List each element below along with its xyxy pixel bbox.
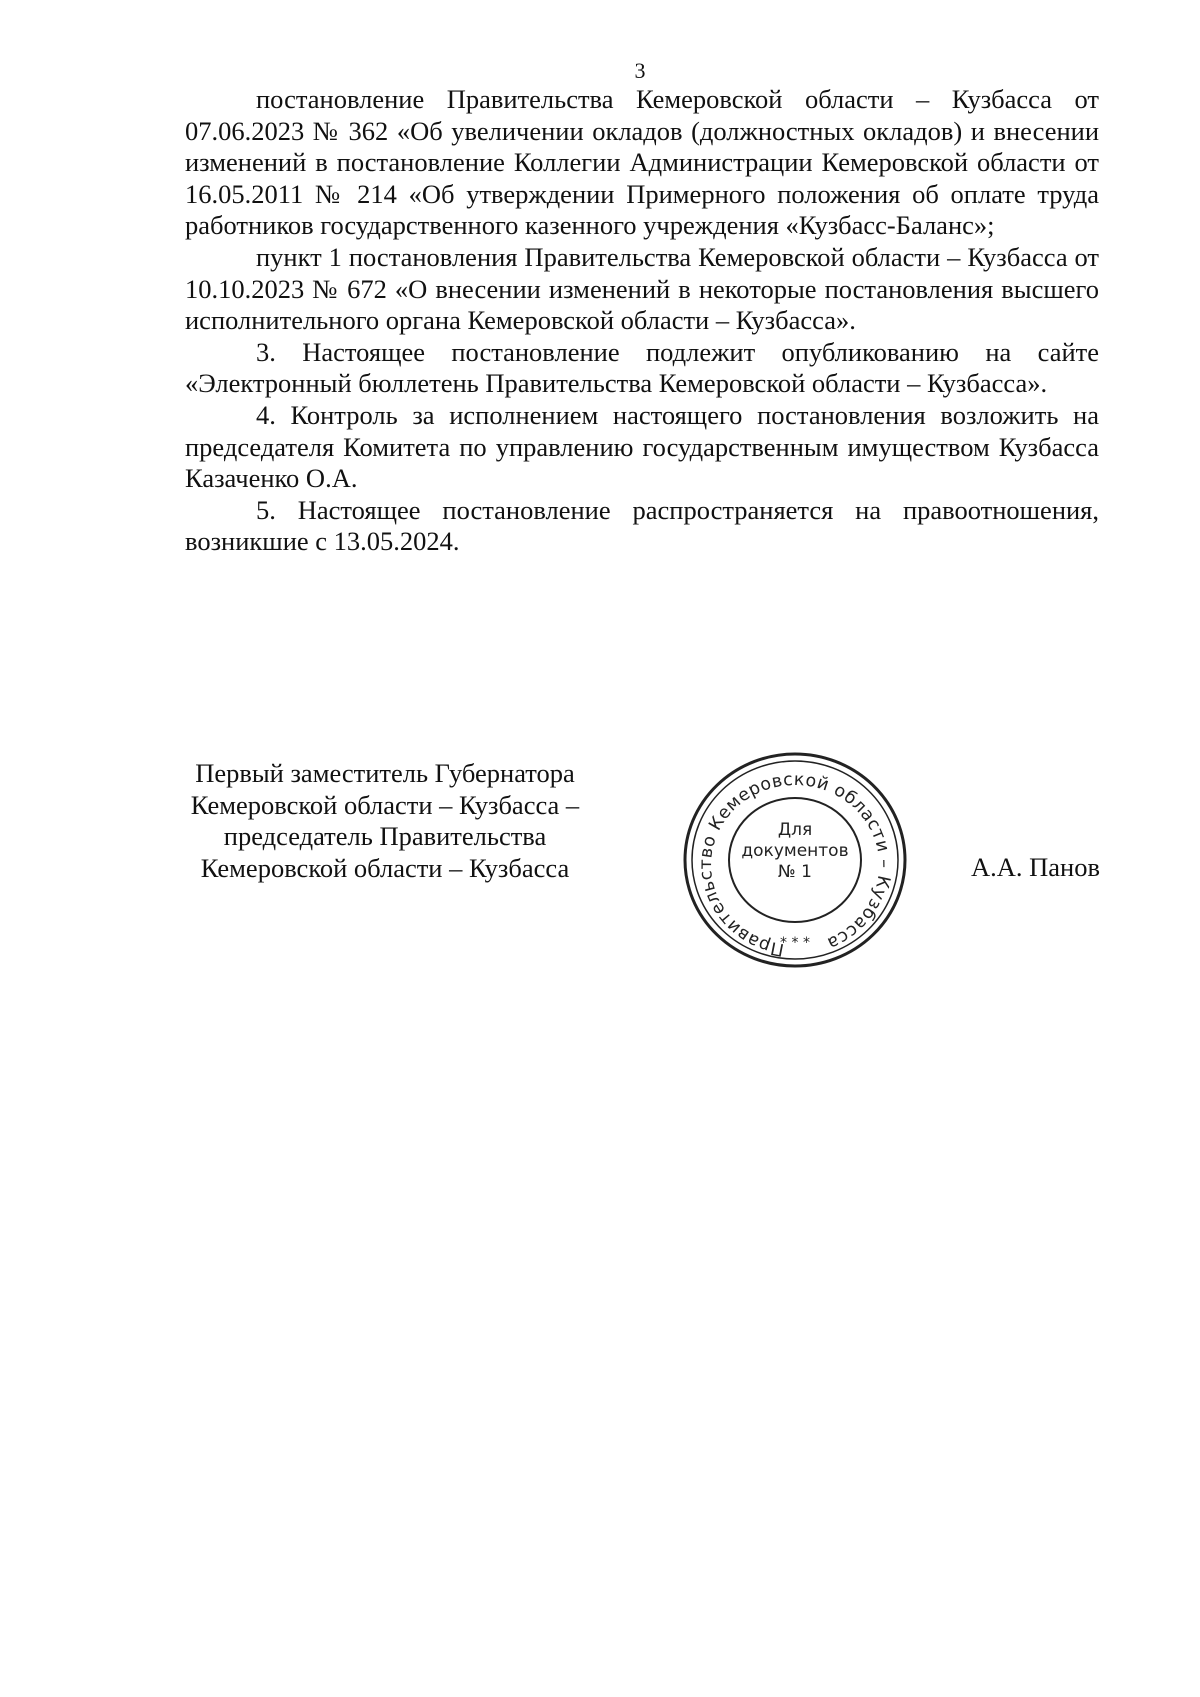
signatory-position (160, 758, 610, 884)
paragraph-resolution-672: пункт 1 постановления Правительства Кемеровской области – Кузбасса от 10.10.2023 № 672 «О внесении изменений в некоторые постановления высшего исполнительного органа Кемеровской области – Кузбасса». (185, 241, 1099, 336)
seal-ring-textpath: Правительство Кемеровской области – Кузбасса (695, 769, 895, 960)
signatory-position-line: Первый заместитель Губернатора (195, 758, 575, 788)
paragraph-publication: 3. Настоящее постановление подлежит опубликованию на сайте «Электронный бюллетень Правительства Кемеровской области – Кузбасса». (185, 336, 1099, 399)
paragraph-control: 4. Контроль за исполнением настоящего постановления возложить на председателя Комитета по управлению государственным имуществом Кузбасса Казаченко О.А. (185, 399, 1099, 494)
signatory-position-line: Кемеровской области – Кузбасса (200, 852, 570, 883)
seal-center-line: Для (777, 820, 813, 840)
seal-center-line: документов (741, 841, 849, 861)
seal-stars: * * * (780, 935, 810, 951)
signatory-position-line: председатель Правительства (223, 821, 547, 852)
official-seal-stamp (675, 745, 915, 975)
document-body (185, 84, 1099, 558)
signatory-position-line: Кемеровской области – Кузбасса – (190, 789, 580, 820)
seal-center-line: № 1 (778, 862, 812, 882)
paragraph-effective-date: 5. Настоящее постановление распространяется на правоотношения, возникшие с 13.05.2024. (185, 494, 1099, 557)
page-number: 3 (634, 58, 646, 83)
signatory-name: А.А. Панов (971, 852, 1100, 882)
paragraph-resolution-362: постановление Правительства Кемеровской области – Кузбасса от 07.06.2023 № 362 «Об увеличении окладов (должностных окладов) и внесении изменений в постановление Коллегии Администрации Кемеровской области от 16.05.2011 № 214 «Об утверждении Примерного положения об оплате труда работников государственного казенного учреждения «Кузбасс-Баланс»; (185, 84, 1099, 241)
seal-graphic (675, 745, 915, 975)
